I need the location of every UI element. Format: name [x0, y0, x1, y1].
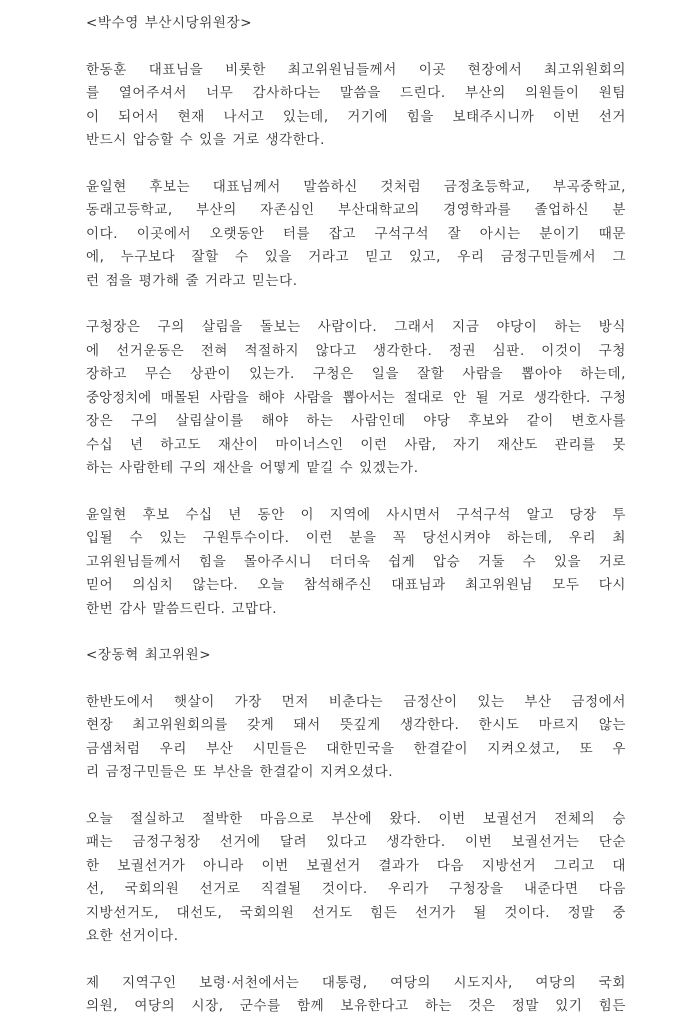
text-line: 구청장은 구의 살림을 돌보는 사람이다. 그래서 지금 야당이 하는 방식: [86, 319, 627, 335]
spacer: [86, 293, 626, 316]
text-line: 동래고등학교, 부산의 자존심인 부산대학교의 경영학과를 졸업하신 분: [86, 202, 626, 218]
text-line: 요한 선거이다.: [86, 928, 179, 944]
spacer: [86, 36, 626, 59]
text-line: 선, 국회의원 선거로 직결될 것이다. 우리가 구청장을 내준다면 다음: [86, 881, 626, 897]
text-line: 중앙정치에 매몰된 사람을 해야 사람을 뽑아서는 절대로 안 될 거로 생각한다. 구청: [86, 389, 626, 406]
paragraph: [86, 691, 626, 785]
text-line: 런 점을 평가해 줄 거라고 믿는다.: [86, 272, 298, 289]
text-line: 장은 구의 살림살이를 해야 하는 사람인데 야당 후보와 같이 변호사를: [86, 413, 626, 429]
text-line: 지방선거도, 대선도, 국회의원 선거도 힘든 선거가 될 것이다. 정말 중: [86, 904, 626, 921]
text-line: 입될 수 있는 구원투수이다. 이런 분을 꼭 당선시켜야 하는데, 우리 최: [86, 530, 626, 546]
text-line: 반드시 압승할 수 있을 거로 생각한다.: [86, 132, 325, 148]
text-line: 윤일현 후보는 대표님께서 말씀하신 것처럼 금정초등학교, 부곡중학교,: [86, 178, 626, 195]
paragraph: [86, 59, 626, 153]
text-line: 장하고 무슨 상관이 있는가. 구청은 일을 잘할 사람을 뽑아야 하는데,: [86, 366, 626, 382]
spacer: [86, 668, 626, 691]
spacer: [86, 481, 626, 504]
text-line: 에, 누구보다 잘할 수 있을 거라고 믿고 있고, 우리 금정구민들께서 그: [86, 249, 626, 265]
spacer: [86, 949, 626, 972]
text-line: 한번 감사 말씀드린다. 고맙다.: [86, 600, 278, 617]
text-line: 윤일현 후보 수십 년 동안 이 지역에 사시면서 구석구석 알고 당장 투: [86, 506, 626, 523]
text-line: 에 선거운동은 전혀 적절하지 않다고 생각한다. 정권 심판. 이것이 구청: [86, 342, 626, 359]
paragraph: [86, 316, 626, 481]
paragraph: [86, 972, 626, 1019]
text-line: 금샘처럼 우리 부산 시민들은 대한민국을 한결같이 지켜오셨고, 또 우: [86, 740, 626, 757]
text-line: 믿어 의심치 않는다. 오늘 참석해주신 대표님과 최고위원님 모두 다시: [86, 577, 626, 593]
text-line: 이다. 이곳에서 오랫동안 터를 잡고 구석구석 잘 아시는 분이기 때문: [86, 225, 626, 242]
text-line: 현장 최고위원회의를 갖게 돼서 뜻깊게 생각한다. 한시도 마르지 않는: [86, 717, 626, 733]
text-line: 하는 사람한테 구의 재산을 어떻게 맡길 수 있겠는가.: [86, 460, 419, 476]
speaker-heading: <장동혁 최고위원>: [86, 647, 212, 663]
text-line: 한동훈 대표님을 비롯한 최고위원님들께서 이곳 현장에서 최고위원회의: [86, 61, 626, 78]
text-line: 수십 년 하고도 재산이 마이너스인 이런 사람, 자기 재산도 관리를 못: [86, 436, 626, 453]
paragraph: [86, 808, 626, 949]
speaker-heading: <박수영 부산시당위원장>: [86, 15, 253, 31]
spacer: [86, 153, 626, 176]
paragraph: [86, 176, 626, 294]
text-line: 를 열어주셔서 너무 감사하다는 말씀을 드린다. 부산의 의원들이 원팀: [86, 85, 626, 101]
document-page: [86, 12, 626, 1019]
text-line: 패는 금정구청장 선거에 달려 있다고 생각한다. 이번 보궐선거는 단순: [86, 834, 626, 850]
spacer: [86, 785, 626, 808]
paragraph: [86, 504, 626, 622]
text-line: 한반도에서 햇살이 가장 먼저 비춘다는 금정산이 있는 부산 금정에서: [86, 693, 626, 710]
text-line: 의원, 여당의 시장, 군수를 함께 보유한다고 하는 것은 정말 있기 힘든: [86, 998, 626, 1014]
text-line: 리 금정구민들은 또 부산을 한결같이 지켜오셨다.: [86, 764, 394, 780]
text-line: 한 보궐선거가 아니라 이번 보궐선거 결과가 다음 지방선거 그리고 대: [86, 857, 626, 874]
text-line: 이 되어서 현재 나서고 있는데, 거기에 힘을 보태주시니까 이번 선거: [86, 108, 626, 125]
spacer: [86, 621, 626, 644]
text-line: 오늘 절실하고 절박한 마음으로 부산에 왔다. 이번 보궐선거 전체의 승: [86, 810, 626, 827]
text-line: 제 지역구인 보령·서천에서는 대통령, 여당의 시도지사, 여당의 국회: [86, 974, 626, 991]
text-line: 고위원님들께서 힘을 몰아주시니 더더욱 쉽게 압승 거둘 수 있을 거로: [86, 553, 626, 570]
